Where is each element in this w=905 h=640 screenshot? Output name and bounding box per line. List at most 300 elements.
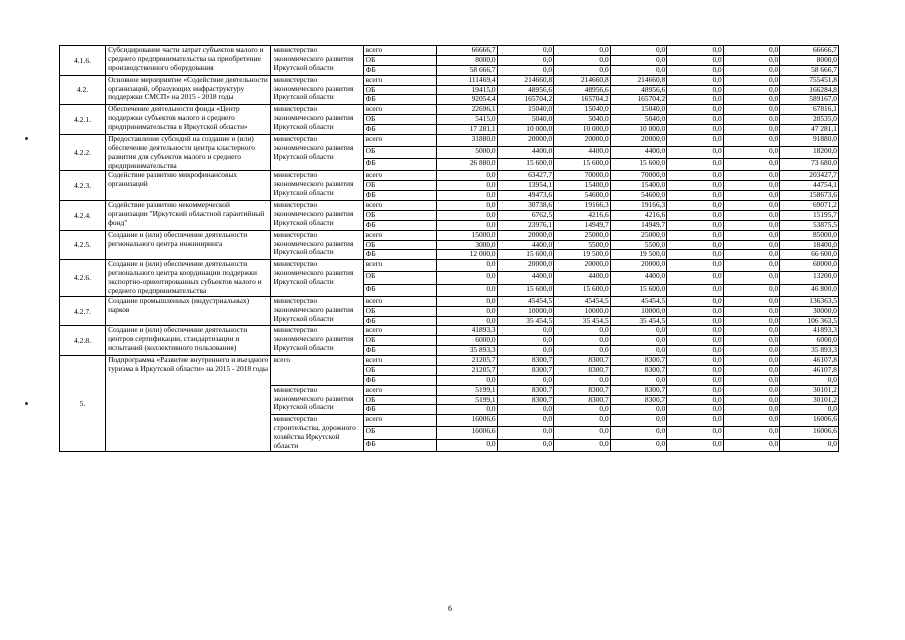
table-row xyxy=(60,260,839,272)
amount-value: 0,0 xyxy=(497,46,554,56)
amount-value: 10 000,0 xyxy=(610,125,667,135)
funding-source: ОБ xyxy=(363,147,436,159)
funding-source: всего xyxy=(363,260,436,272)
amount-value: 0,0 xyxy=(436,296,497,306)
amount-value: 0,0 xyxy=(610,375,667,385)
amount-value: 19166,3 xyxy=(554,201,611,211)
amount-value: 0,0 xyxy=(723,105,780,115)
amount-value: 214660,8 xyxy=(554,75,611,85)
amount-value: 8300,7 xyxy=(497,395,554,405)
amount-value: 0,0 xyxy=(723,191,780,201)
amount-value: 4400,0 xyxy=(497,240,554,250)
amount-value: 54600,0 xyxy=(610,191,667,201)
responsible-executor: министерство экономического развития Иркутской области xyxy=(271,260,363,297)
amount-value: 0,0 xyxy=(436,260,497,272)
amount-value: 0,0 xyxy=(723,306,780,316)
amount-value: 0,0 xyxy=(436,272,497,284)
funding-source: ОБ xyxy=(363,395,436,405)
amount-value: 35 454,5 xyxy=(610,316,667,326)
amount-value: 14949,7 xyxy=(554,220,611,230)
funding-source: ФБ xyxy=(363,316,436,326)
amount-value: 0,0 xyxy=(497,336,554,346)
amount-value: 0,0 xyxy=(667,115,724,125)
amount-value: 0,0 xyxy=(554,55,611,65)
funding-source: ОБ xyxy=(363,115,436,125)
amount-value: 0,0 xyxy=(610,415,667,427)
amount-value: 0,0 xyxy=(610,405,667,415)
amount-value: 0,0 xyxy=(723,326,780,336)
item-name: Обеспечение деятельности фонда «Центр поддержки субъектов малого и среднего предпринимательства в Иркутской области» xyxy=(106,105,271,135)
amount-value: 5415,0 xyxy=(436,115,497,125)
funding-source: ОБ xyxy=(363,272,436,284)
funding-source: ОБ xyxy=(363,85,436,95)
item-number: 4.2.7. xyxy=(60,296,106,326)
amount-value: 5199,1 xyxy=(436,395,497,405)
amount-value: 63427,7 xyxy=(497,171,554,181)
total-value: 44754,1 xyxy=(780,181,839,191)
total-value: 85000,0 xyxy=(780,230,839,240)
amount-value: 17 281,1 xyxy=(436,125,497,135)
funding-source: ФБ xyxy=(363,95,436,105)
amount-value: 5040,0 xyxy=(497,115,554,125)
amount-value: 0,0 xyxy=(436,171,497,181)
total-value: 0,0 xyxy=(780,375,839,385)
amount-value: 0,0 xyxy=(667,159,724,171)
amount-value: 0,0 xyxy=(667,85,724,95)
funding-source: всего xyxy=(363,385,436,395)
amount-value: 0,0 xyxy=(667,306,724,316)
responsible-executor: министерство экономического развития Иркутской области xyxy=(271,75,363,105)
funding-source: ОБ xyxy=(363,181,436,191)
responsible-executor: министерство экономического развития Иркутской области xyxy=(271,326,363,356)
funding-source: всего xyxy=(363,326,436,336)
amount-value: 0,0 xyxy=(497,439,554,451)
amount-value: 0,0 xyxy=(667,171,724,181)
amount-value: 8300,7 xyxy=(554,395,611,405)
amount-value: 14949,7 xyxy=(610,220,667,230)
amount-value: 0,0 xyxy=(497,415,554,427)
amount-value: 25000,0 xyxy=(610,230,667,240)
amount-value: 8300,7 xyxy=(554,365,611,375)
amount-value: 22696,1 xyxy=(436,105,497,115)
table-row xyxy=(60,171,839,181)
amount-value: 15040,0 xyxy=(497,105,554,115)
amount-value: 8300,7 xyxy=(497,365,554,375)
amount-value: 0,0 xyxy=(497,346,554,356)
amount-value: 15400,0 xyxy=(554,181,611,191)
total-value: 755451,8 xyxy=(780,75,839,85)
amount-value: 0,0 xyxy=(723,336,780,346)
amount-value: 19415,0 xyxy=(436,85,497,95)
total-value: 53875,5 xyxy=(780,220,839,230)
amount-value: 0,0 xyxy=(723,210,780,220)
amount-value: 0,0 xyxy=(610,346,667,356)
funding-source: ФБ xyxy=(363,65,436,75)
amount-value: 214660,8 xyxy=(610,75,667,85)
amount-value: 12 000,0 xyxy=(436,250,497,260)
amount-value: 0,0 xyxy=(667,439,724,451)
amount-value: 0,0 xyxy=(723,284,780,296)
table-row xyxy=(60,75,839,85)
amount-value: 4216,6 xyxy=(610,210,667,220)
amount-value: 13954,1 xyxy=(497,181,554,191)
funding-source: всего xyxy=(363,415,436,427)
funding-source: ОБ xyxy=(363,210,436,220)
total-value: 30000,0 xyxy=(780,306,839,316)
amount-value: 4400,0 xyxy=(610,147,667,159)
amount-value: 0,0 xyxy=(667,427,724,439)
amount-value: 0,0 xyxy=(667,230,724,240)
item-number: 4.2. xyxy=(60,75,106,105)
item-number: 5. xyxy=(60,356,106,452)
scan-speck xyxy=(25,402,28,405)
amount-value: 15 600,0 xyxy=(554,284,611,296)
responsible-executor: министерство строительства, дорожного хозяйства Иркутской области xyxy=(271,415,363,452)
total-value: 106 363,5 xyxy=(780,316,839,326)
amount-value: 0,0 xyxy=(723,46,780,56)
amount-value: 0,0 xyxy=(723,55,780,65)
amount-value: 0,0 xyxy=(723,240,780,250)
amount-value: 0,0 xyxy=(667,210,724,220)
responsible-executor: министерство экономического развития Иркутской области xyxy=(271,134,363,171)
responsible-executor: министерство экономического развития Иркутской области xyxy=(271,171,363,201)
amount-value: 48956,6 xyxy=(610,85,667,95)
amount-value: 0,0 xyxy=(723,427,780,439)
funding-source: всего xyxy=(363,46,436,56)
amount-value: 70000,0 xyxy=(554,171,611,181)
amount-value: 70000,0 xyxy=(610,171,667,181)
amount-value: 165704,2 xyxy=(610,95,667,105)
amount-value: 165704,2 xyxy=(497,95,554,105)
amount-value: 15 600,0 xyxy=(497,250,554,260)
funding-source: всего xyxy=(363,230,436,240)
amount-value: 20000,0 xyxy=(497,260,554,272)
total-value: 0,0 xyxy=(780,405,839,415)
responsible-executor: всего xyxy=(271,356,363,386)
amount-value: 15 600,0 xyxy=(610,159,667,171)
amount-value: 0,0 xyxy=(554,405,611,415)
total-value: 47 281,1 xyxy=(780,125,839,135)
scan-speck xyxy=(25,137,28,140)
amount-value: 19166,3 xyxy=(610,201,667,211)
amount-value: 0,0 xyxy=(610,55,667,65)
funding-source: ОБ xyxy=(363,365,436,375)
amount-value: 0,0 xyxy=(436,284,497,296)
funding-source: всего xyxy=(363,356,436,366)
amount-value: 49473,6 xyxy=(497,191,554,201)
amount-value: 15 600,0 xyxy=(610,284,667,296)
amount-value: 0,0 xyxy=(667,296,724,306)
amount-value: 15 600,0 xyxy=(554,159,611,171)
amount-value: 6762,5 xyxy=(497,210,554,220)
amount-value: 0,0 xyxy=(723,260,780,272)
amount-value: 0,0 xyxy=(667,105,724,115)
amount-value: 0,0 xyxy=(723,272,780,284)
item-number: 4.2.3. xyxy=(60,171,106,201)
amount-value: 0,0 xyxy=(554,326,611,336)
amount-value: 0,0 xyxy=(723,375,780,385)
amount-value: 4216,6 xyxy=(554,210,611,220)
table-row xyxy=(60,134,839,146)
amount-value: 0,0 xyxy=(667,356,724,366)
table-row xyxy=(60,356,839,366)
amount-value: 25000,0 xyxy=(554,230,611,240)
amount-value: 0,0 xyxy=(723,181,780,191)
amount-value: 21205,7 xyxy=(436,365,497,375)
amount-value: 0,0 xyxy=(667,240,724,250)
funding-source: ФБ xyxy=(363,284,436,296)
item-name: Содействие развитию микрофинансовых организаций xyxy=(106,171,271,201)
total-value: 46107,8 xyxy=(780,365,839,375)
amount-value: 0,0 xyxy=(723,220,780,230)
amount-value: 15 600,0 xyxy=(497,284,554,296)
amount-value: 0,0 xyxy=(554,415,611,427)
amount-value: 10 000,0 xyxy=(497,125,554,135)
responsible-executor: министерство экономического развития Иркутской области xyxy=(271,46,363,76)
total-value: 6000,0 xyxy=(780,336,839,346)
total-value: 30101,2 xyxy=(780,395,839,405)
funding-source: ФБ xyxy=(363,159,436,171)
amount-value: 16006,6 xyxy=(436,415,497,427)
amount-value: 0,0 xyxy=(554,65,611,75)
total-value: 67816,1 xyxy=(780,105,839,115)
total-value: 46107,8 xyxy=(780,356,839,366)
amount-value: 0,0 xyxy=(554,46,611,56)
item-name: Субсидирование части затрат субъектов малого и среднего предпринимательства на приобретение производственного оборудования xyxy=(106,46,271,76)
amount-value: 5500,0 xyxy=(554,240,611,250)
amount-value: 15040,0 xyxy=(554,105,611,115)
amount-value: 5040,0 xyxy=(610,115,667,125)
total-value: 158673,6 xyxy=(780,191,839,201)
amount-value: 35 454,5 xyxy=(554,316,611,326)
table-row xyxy=(60,326,839,336)
item-number: 4.1.6. xyxy=(60,46,106,76)
table-body xyxy=(60,46,839,452)
amount-value: 0,0 xyxy=(497,427,554,439)
amount-value: 0,0 xyxy=(723,75,780,85)
amount-value: 0,0 xyxy=(667,346,724,356)
amount-value: 0,0 xyxy=(667,385,724,395)
amount-value: 8300,7 xyxy=(610,356,667,366)
total-value: 91880,0 xyxy=(780,134,839,146)
amount-value: 5000,0 xyxy=(436,147,497,159)
amount-value: 0,0 xyxy=(723,85,780,95)
amount-value: 111469,4 xyxy=(436,75,497,85)
amount-value: 0,0 xyxy=(723,134,780,146)
amount-value: 20000,0 xyxy=(497,134,554,146)
amount-value: 0,0 xyxy=(667,65,724,75)
funding-source: всего xyxy=(363,296,436,306)
amount-value: 0,0 xyxy=(667,260,724,272)
amount-value: 31880,0 xyxy=(436,134,497,146)
item-name: Предоставление субсидий на создание и (или) обеспечение деятельности центра кластерного развития для субъектов малого и среднего предпринимательства xyxy=(106,134,271,171)
amount-value: 4400,0 xyxy=(554,272,611,284)
amount-value: 15000,0 xyxy=(436,230,497,240)
amount-value: 8300,7 xyxy=(497,356,554,366)
total-value: 16006,6 xyxy=(780,427,839,439)
amount-value: 0,0 xyxy=(610,326,667,336)
item-name: Создание промышленных (индустриальных) парков xyxy=(106,296,271,326)
amount-value: 0,0 xyxy=(436,375,497,385)
amount-value: 0,0 xyxy=(610,46,667,56)
amount-value: 0,0 xyxy=(436,210,497,220)
amount-value: 92054,4 xyxy=(436,95,497,105)
amount-value: 0,0 xyxy=(497,55,554,65)
amount-value: 41893,3 xyxy=(436,326,497,336)
funding-source: ФБ xyxy=(363,191,436,201)
amount-value: 0,0 xyxy=(667,316,724,326)
item-name: Создание и (или) обеспечение деятельности регионального центра инжиниринга xyxy=(106,230,271,260)
amount-value: 0,0 xyxy=(554,336,611,346)
amount-value: 0,0 xyxy=(436,181,497,191)
amount-value: 8300,7 xyxy=(610,365,667,375)
amount-value: 0,0 xyxy=(667,95,724,105)
amount-value: 0,0 xyxy=(667,125,724,135)
amount-value: 15400,0 xyxy=(610,181,667,191)
amount-value: 0,0 xyxy=(436,306,497,316)
total-value: 589167,0 xyxy=(780,95,839,105)
amount-value: 165704,2 xyxy=(554,95,611,105)
amount-value: 6000,0 xyxy=(436,336,497,346)
amount-value: 5500,0 xyxy=(610,240,667,250)
amount-value: 0,0 xyxy=(436,316,497,326)
total-value: 8000,0 xyxy=(780,55,839,65)
amount-value: 0,0 xyxy=(723,65,780,75)
funding-source: ОБ xyxy=(363,306,436,316)
item-number: 4.2.1. xyxy=(60,105,106,135)
amount-value: 8300,7 xyxy=(610,385,667,395)
amount-value: 214660,8 xyxy=(497,75,554,85)
amount-value: 0,0 xyxy=(667,395,724,405)
total-value: 18200,0 xyxy=(780,147,839,159)
amount-value: 0,0 xyxy=(554,346,611,356)
amount-value: 35 893,3 xyxy=(436,346,497,356)
amount-value: 66666,7 xyxy=(436,46,497,56)
amount-value: 0,0 xyxy=(667,365,724,375)
amount-value: 0,0 xyxy=(554,375,611,385)
amount-value: 0,0 xyxy=(723,115,780,125)
amount-value: 15 600,0 xyxy=(497,159,554,171)
amount-value: 0,0 xyxy=(610,65,667,75)
funding-source: ОБ xyxy=(363,240,436,250)
amount-value: 4400,0 xyxy=(554,147,611,159)
amount-value: 0,0 xyxy=(723,316,780,326)
amount-value: 15040,0 xyxy=(610,105,667,115)
amount-value: 0,0 xyxy=(723,159,780,171)
funding-source: ФБ xyxy=(363,250,436,260)
total-value: 60000,0 xyxy=(780,260,839,272)
amount-value: 30738,6 xyxy=(497,201,554,211)
amount-value: 0,0 xyxy=(723,395,780,405)
amount-value: 58 666,7 xyxy=(436,65,497,75)
amount-value: 45454,5 xyxy=(554,296,611,306)
funding-source: ФБ xyxy=(363,439,436,451)
amount-value: 0,0 xyxy=(667,55,724,65)
amount-value: 8300,7 xyxy=(554,356,611,366)
funding-source: ФБ xyxy=(363,375,436,385)
amount-value: 10000,0 xyxy=(497,306,554,316)
amount-value: 54600,0 xyxy=(554,191,611,201)
amount-value: 10 000,0 xyxy=(554,125,611,135)
total-value: 203427,7 xyxy=(780,171,839,181)
amount-value: 26 880,0 xyxy=(436,159,497,171)
amount-value: 8000,0 xyxy=(436,55,497,65)
amount-value: 0,0 xyxy=(667,46,724,56)
item-name: Создание и (или) обеспечение деятельности центров сертификации, стандартизации и испытаний (коллективного пользования) xyxy=(106,326,271,356)
funding-source: ФБ xyxy=(363,220,436,230)
amount-value: 0,0 xyxy=(667,405,724,415)
amount-value: 0,0 xyxy=(667,220,724,230)
total-value: 15195,7 xyxy=(780,210,839,220)
total-value: 30101,2 xyxy=(780,385,839,395)
amount-value: 48956,6 xyxy=(554,85,611,95)
amount-value: 0,0 xyxy=(667,284,724,296)
amount-value: 0,0 xyxy=(497,326,554,336)
amount-value: 5199,1 xyxy=(436,385,497,395)
funding-source: всего xyxy=(363,105,436,115)
amount-value: 48956,6 xyxy=(497,85,554,95)
total-value: 73 680,0 xyxy=(780,159,839,171)
responsible-executor: министерство экономического развития Иркутской области xyxy=(271,201,363,231)
table-row xyxy=(60,105,839,115)
amount-value: 0,0 xyxy=(723,171,780,181)
item-name: Содействие развитию некоммерческой организации "Иркутский областной гарантийный фонд" xyxy=(106,201,271,231)
amount-value: 5040,0 xyxy=(554,115,611,125)
total-value: 41893,3 xyxy=(780,326,839,336)
amount-value: 0,0 xyxy=(667,191,724,201)
total-value: 66666,7 xyxy=(780,46,839,56)
amount-value: 20000,0 xyxy=(497,230,554,240)
funding-source: всего xyxy=(363,171,436,181)
amount-value: 0,0 xyxy=(497,375,554,385)
total-value: 13200,0 xyxy=(780,272,839,284)
table-row xyxy=(60,230,839,240)
amount-value: 0,0 xyxy=(723,95,780,105)
amount-value: 20000,0 xyxy=(610,134,667,146)
table-row xyxy=(60,46,839,56)
amount-value: 0,0 xyxy=(723,250,780,260)
amount-value: 0,0 xyxy=(497,65,554,75)
responsible-executor: министерство экономического развития Иркутской области xyxy=(271,230,363,260)
responsible-executor: министерство экономического развития Иркутской области xyxy=(271,296,363,326)
amount-value: 0,0 xyxy=(723,125,780,135)
total-value: 18400,0 xyxy=(780,240,839,250)
amount-value: 4400,0 xyxy=(497,272,554,284)
amount-value: 0,0 xyxy=(723,230,780,240)
item-number: 4.2.6. xyxy=(60,260,106,297)
amount-value: 0,0 xyxy=(667,134,724,146)
amount-value: 0,0 xyxy=(610,427,667,439)
amount-value: 0,0 xyxy=(436,220,497,230)
amount-value: 0,0 xyxy=(667,326,724,336)
amount-value: 0,0 xyxy=(436,439,497,451)
item-name: Основное мероприятие «Содействие деятельности организаций, образующих инфраструктуру поддержки СМСП» на 2015 - 2018 годы xyxy=(106,75,271,105)
table-row xyxy=(60,201,839,211)
amount-value: 0,0 xyxy=(723,415,780,427)
table-row xyxy=(60,296,839,306)
amount-value: 0,0 xyxy=(436,191,497,201)
amount-value: 20000,0 xyxy=(554,260,611,272)
amount-value: 45454,5 xyxy=(610,296,667,306)
item-number: 4.2.4. xyxy=(60,201,106,231)
amount-value: 0,0 xyxy=(723,147,780,159)
total-value: 166284,8 xyxy=(780,85,839,95)
amount-value: 0,0 xyxy=(610,439,667,451)
amount-value: 0,0 xyxy=(723,405,780,415)
amount-value: 10000,0 xyxy=(554,306,611,316)
item-name: Подпрограмма «Развитие внутреннего и въездного туризма в Иркутской области» на 2015 - 2018 годы xyxy=(106,356,271,452)
item-name: Создание и (или) обеспечение деятельности регионального центра координации поддержки экспортно-ориентированных субъектов малого и среднего предпринимательства xyxy=(106,260,271,297)
